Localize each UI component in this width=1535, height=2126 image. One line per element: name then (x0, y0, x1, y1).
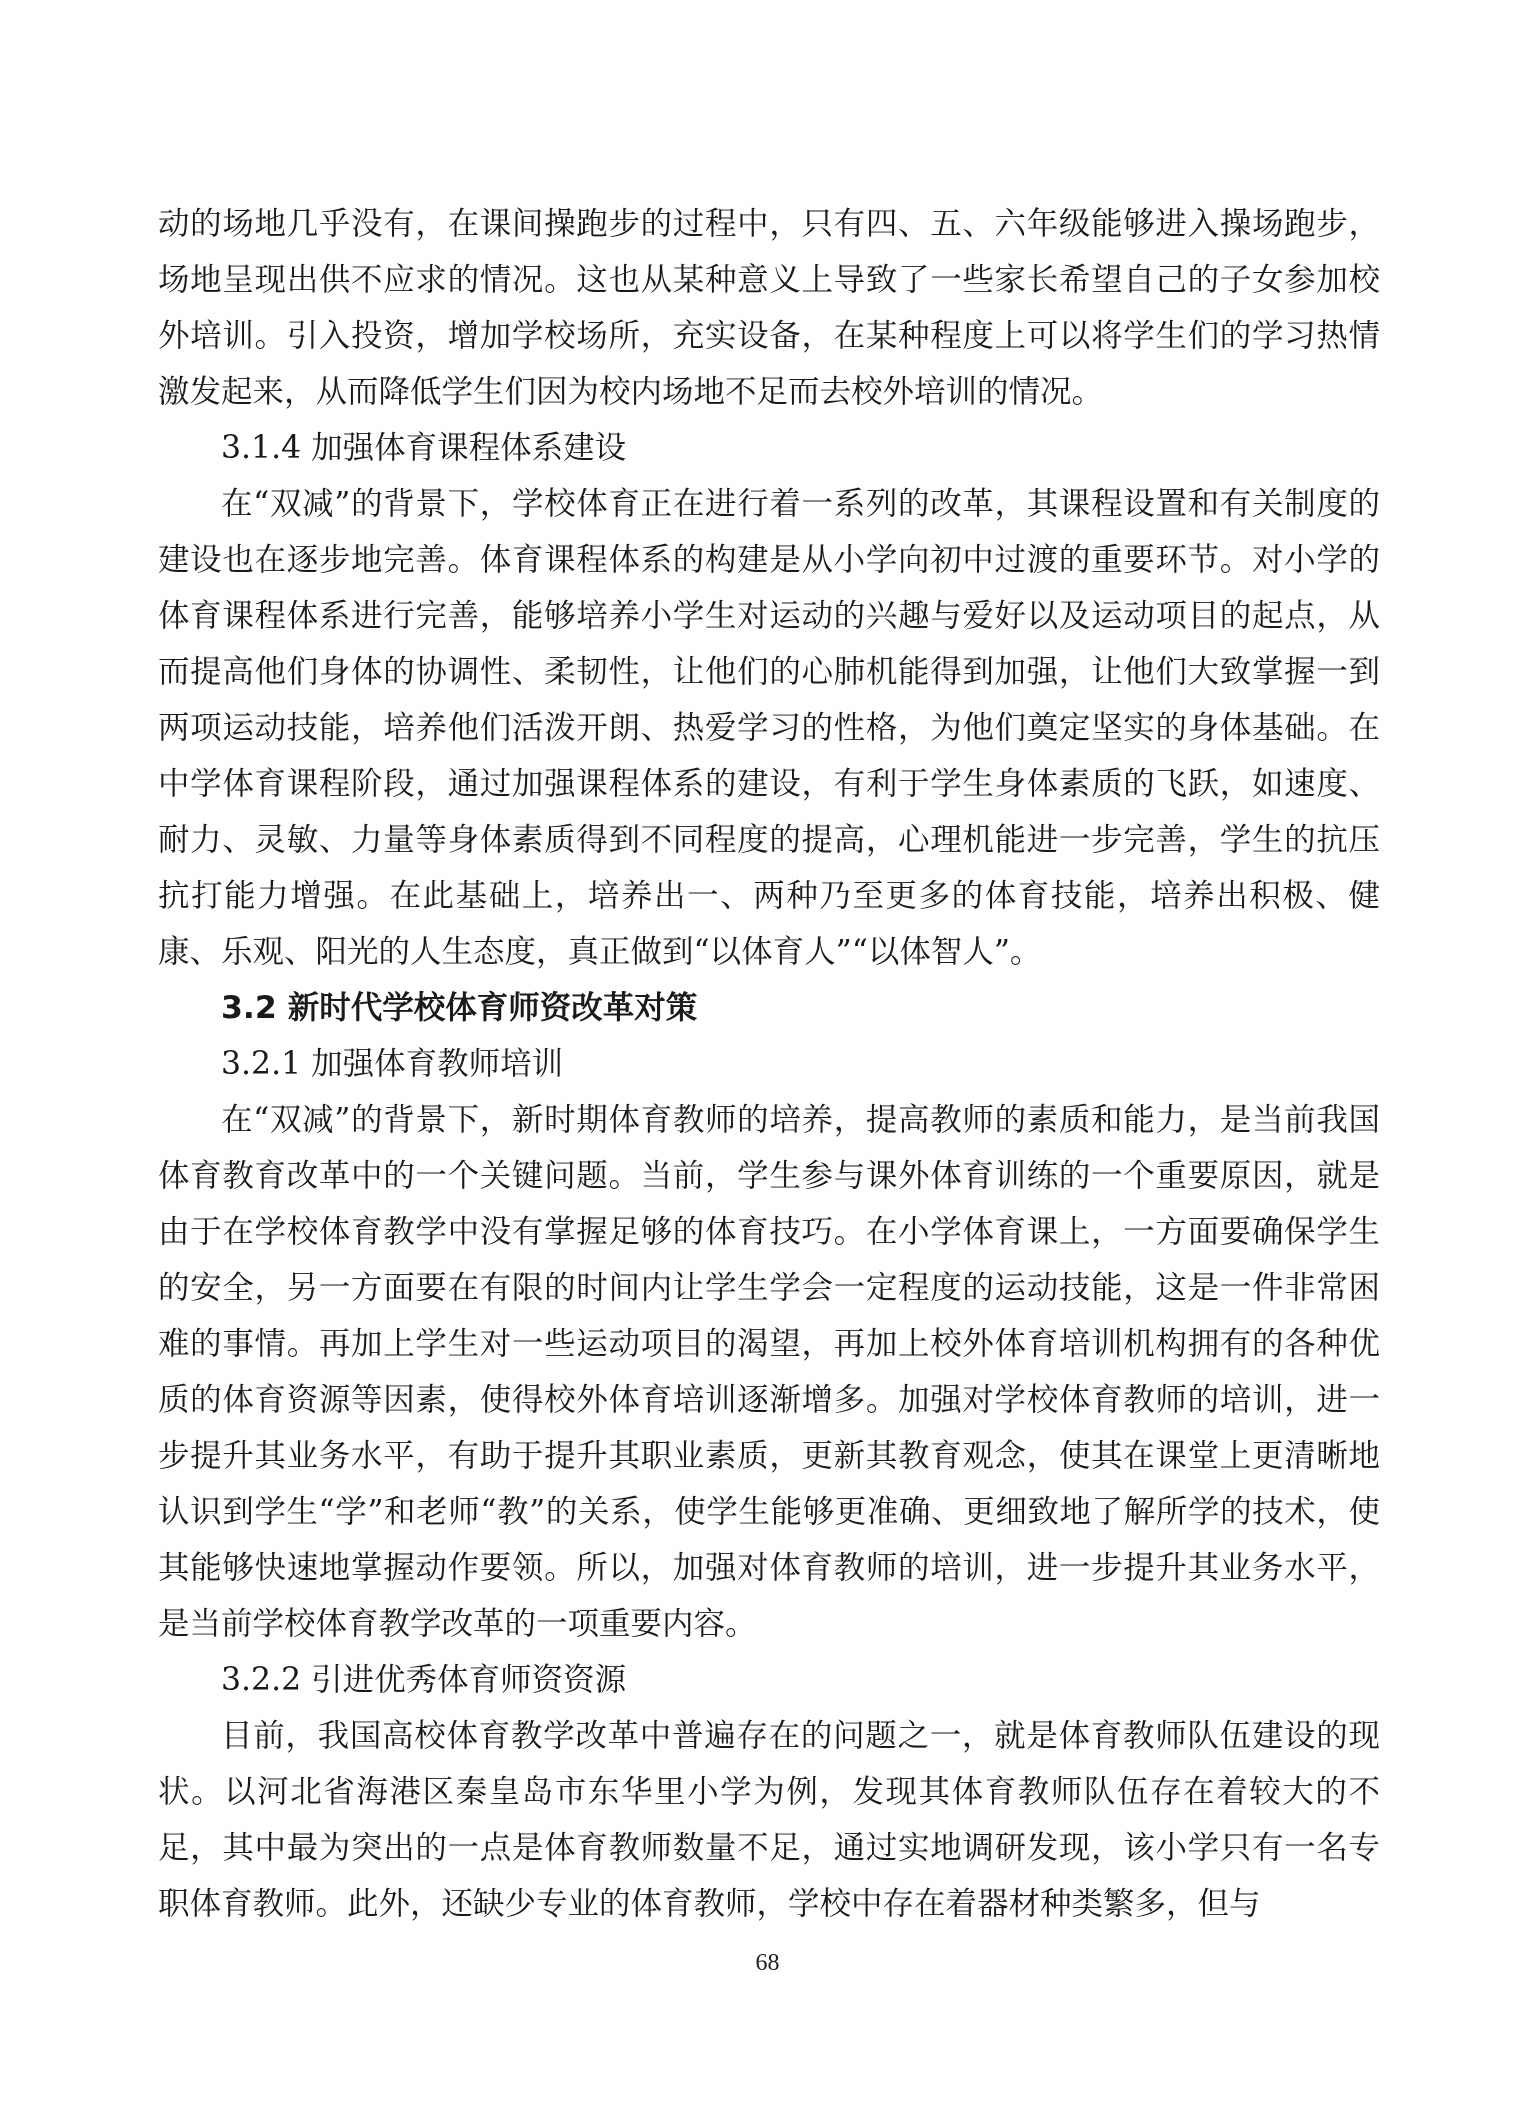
section-heading-3-2: 3.2 新时代学校体育师资改革对策 (221, 990, 698, 1026)
document-body (158, 196, 1380, 1932)
section-heading-3-1-4: 3.1.4 加强体育课程体系建设 (221, 430, 627, 466)
paragraph: 动的场地几乎没有，在课间操跑步的过程中，只有四、五、六年级能够进入操场跑步，场地呈现出供不应求的情况。这也从某种意义上导致了一些家长希望自己的子女参加校外培训。引入投资，增加学校场所，充实设备，在某种程度上可以将学生们的学习热情激发起来，从而降低学生们因为校内场地不足而去校外培训的情况。 (158, 206, 1380, 410)
section-heading-3-2-1: 3.2.1 加强体育教师培训 (221, 1046, 564, 1082)
section-heading-3-2-2: 3.2.2 引进优秀体育师资资源 (221, 1662, 627, 1698)
paragraph: 在“双减”的背景下，学校体育正在进行着一系列的改革，其课程设置和有关制度的建设也在逐步地完善。体育课程体系的构建是从小学向初中过渡的重要环节。对小学的体育课程体系进行完善，能够培养小学生对运动的兴趣与爱好以及运动项目的起点，从而提高他们身体的协调性、柔韧性，让他们的心肺机能得到加强，让他们大致掌握一到两项运动技能，培养他们活泼开朗、热爱学习的性格，为他们奠定坚实的身体基础。在中学体育课程阶段，通过加强课程体系的建设，有利于学生身体素质的飞跃，如速度、耐力、灵敏、力量等身体素质得到不同程度的提高，心理机能进一步完善，学生的抗压抗打能力增强。在此基础上，培养出一、两种乃至更多的体育技能，培养出积极、健康、乐观、阳光的人生态度，真正做到“以体育人”“以体智人”。 (158, 486, 1380, 970)
paragraph: 在“双减”的背景下，新时期体育教师的培养，提高教师的素质和能力，是当前我国体育教育改革中的一个关键问题。当前，学生参与课外体育训练的一个重要原因，就是由于在学校体育教学中没有掌握足够的体育技巧。在小学体育课上，一方面要确保学生的安全，另一方面要在有限的时间内让学生学会一定程度的运动技能，这是一件非常困难的事情。再加上学生对一些运动项目的渴望，再加上校外体育培训机构拥有的各种优质的体育资源等因素，使得校外体育培训逐渐增多。加强对学校体育教师的培训，进一步提升其业务水平，有助于提升其职业素质，更新其教育观念，使其在课堂上更清晰地认识到学生“学”和老师“教”的关系，使学生能够更准确、更细致地了解所学的技术，使其能够快速地掌握动作要领。所以，加强对体育教师的培训，进一步提升其业务水平，是当前学校体育教学改革的一项重要内容。 (158, 1102, 1380, 1642)
paragraph: 目前，我国高校体育教学改革中普遍存在的问题之一，就是体育教师队伍建设的现状。以河北省海港区秦皇岛市东华里小学为例，发现其体育教师队伍存在着较大的不足，其中最为突出的一点是体育教师数量不足，通过实地调研发现，该小学只有一名专职体育教师。此外，还缺少专业的体育教师，学校中存在着器材种类繁多，但与 (158, 1718, 1380, 1922)
page-number: 68 (755, 1950, 780, 1976)
